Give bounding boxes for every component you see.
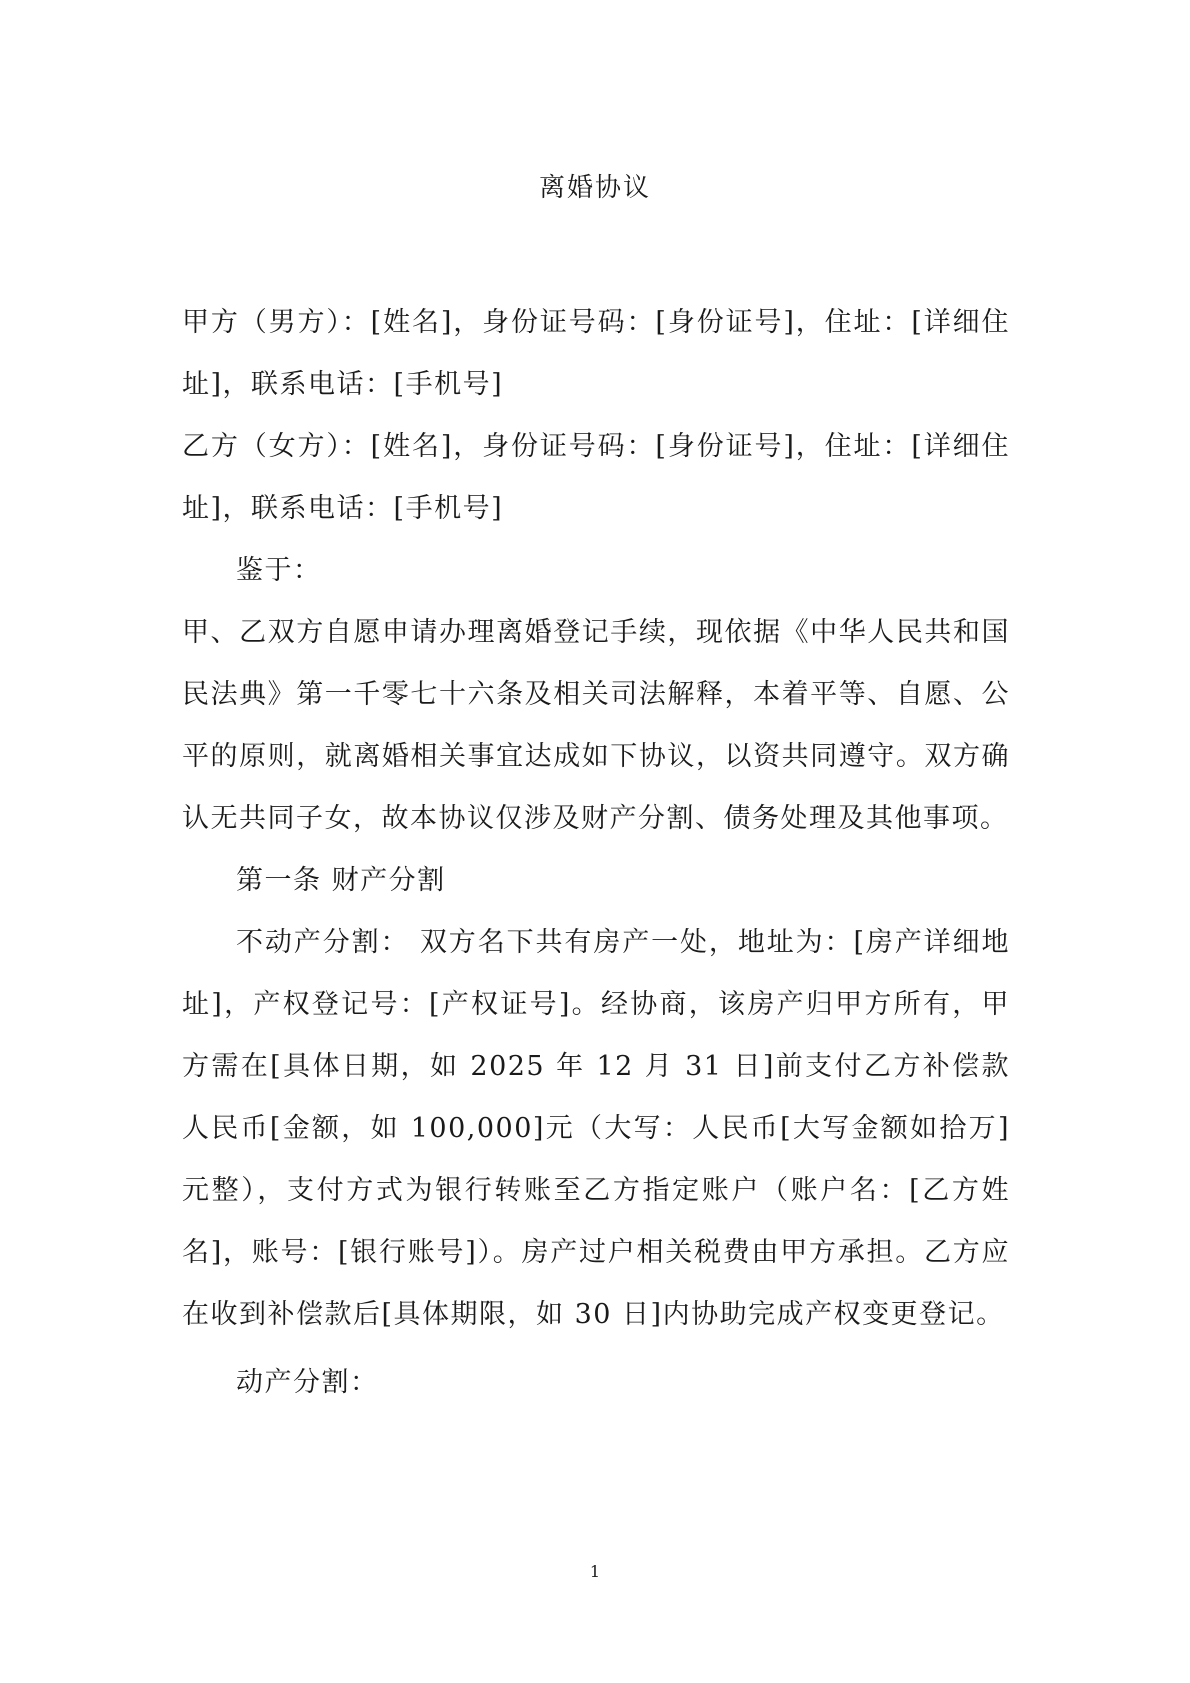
document-title: 离婚协议 — [538, 173, 651, 203]
party-a-info: 甲方（男方）：[姓名]，身份证号码：[身份证号]，住址：[详细住址]，联系电话：[手机号] — [182, 307, 1010, 400]
real-estate-division-paragraph: 不动产分割： 双方名下共有房产一处，地址为：[房产详细地址]，产权登记号：[产权证号]。经协商，该房产归甲方所有，甲方需在[具体日期，如 2025 年 12 月 31 日]前支付乙方补偿款人民币[金额，如 100,000]元（大写：人民币[大写金额如拾万]元整），支付方式为银行转账至乙方指定账户（账户名：[乙方姓名]，账号：[银行账号]）。房产过户相关税费由甲方承担。乙方应在收到补偿款后[具体期限，如 30 日]内协助完成产权变更登记。 — [182, 927, 1010, 1330]
party-b-info: 乙方（女方）：[姓名]，身份证号码：[身份证号]，住址：[详细住址]，联系电话：[手机号] — [182, 431, 1010, 524]
document-body — [182, 292, 1010, 1414]
page-number: 1 — [589, 1562, 601, 1581]
whereas-heading: 鉴于： — [236, 555, 322, 586]
preamble-paragraph: 甲、乙双方自愿申请办理离婚登记手续，现依据《中华人民共和国民法典》第一千零七十六条及相关司法解释，本着平等、自愿、公平的原则，就离婚相关事宜达成如下协议，以资共同遵守。双方确认无共同子女，故本协议仅涉及财产分割、债务处理及其他事项。 — [182, 617, 1010, 834]
movable-property-heading: 动产分割： — [236, 1367, 379, 1398]
article-one-heading: 第一条 财产分割 — [236, 865, 446, 896]
